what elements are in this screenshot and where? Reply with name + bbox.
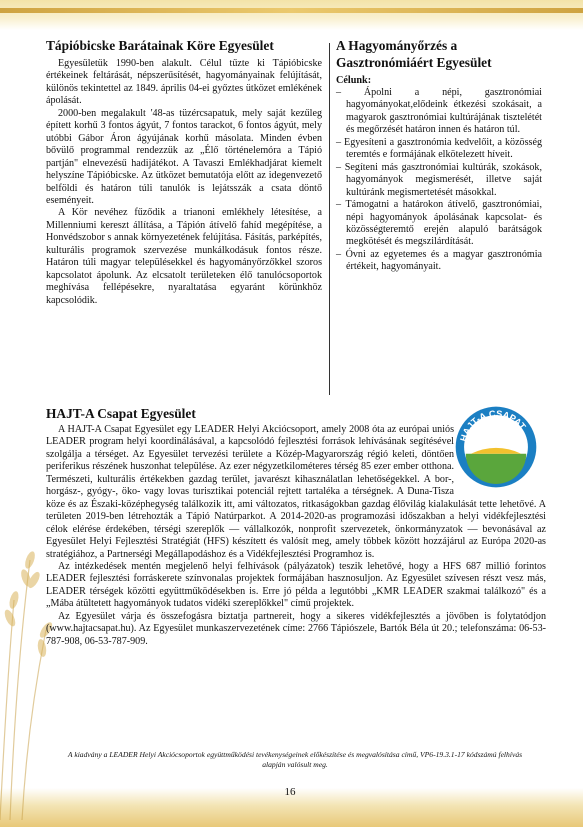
hajta-title: HAJT-A Csapat Egyesület <box>46 406 196 421</box>
right-article-title: A Hagyományőrzés a Gasztronómiáért Egyesület <box>336 38 492 70</box>
goal-item: – Ápolni a népi, gasztronómiai hagyományokat,elődeink étkezési szokásait, a magyarok gasztronómiai kultúrájának tisztelétét és megőrzését határon innen és határon túl. <box>336 87 542 136</box>
logo-text: HAJT-A CSAPAT <box>458 408 528 443</box>
goal-item: – Segíteni más gasztronómiai kultúrák, szokások, hagyományok megismerését, illetve saját kultúránk megismertetését másokkal. <box>336 161 542 198</box>
page-number: 16 <box>284 786 296 798</box>
left-paragraph: Egyesületük 1990-ben alakult. Célul tűzte ki Tápióbicske értékeinek feltárását, népszerűsítését, hagyományainak felújítását, különös tekintettel az 1849. április 04-ei győztes ütközet emlékének ápolását. <box>46 58 322 107</box>
hajta-paragraph: Az Egyesület várja és összefogásra biztatja partnereit, hogy a sikeres vidékfejlesztés a jövőben is folytatódjon (www.hajtacsapat.hu). Az Egyesület munkaszervezetének címe: 2766 Tápiószele, Bartók Béla út 20.; telefonszáma: 06-53-787-908, 06-53-787-909. <box>46 610 546 647</box>
top-decorative-band <box>0 0 583 30</box>
goals-label: Célunk: <box>336 75 372 86</box>
page-content <box>46 37 546 647</box>
two-column-section <box>46 37 546 395</box>
goal-item: – Egyesíteni a gasztronómia kedvelőit, a közösség teremtés e formájának elkötelezett híveit. <box>336 136 542 161</box>
left-article-title: Tápióbicske Barátainak Köre Egyesület <box>46 38 274 53</box>
left-column <box>46 37 322 307</box>
goal-item: – Óvni az egyetemes és a magyar gasztronómia értékeit, hagyományait. <box>336 248 542 273</box>
footer-funding-note: A kiadvány a LEADER Helyi Akciócsoportok együttműködési tevékenységeinek előkészítése és megvalósítása című, VP6-19.3.1-17 kódszámú felhívás alapján valósult meg. <box>67 750 523 769</box>
hajta-paragraph: Az intézkedések mentén megjelenő helyi felhívások (pályázatok) teszik lehetővé, hogy a HFS 687 millió forintos LEADER fejlesztési forráskerete színvonalas projektek formájában hasznosuljon. Az Egyesület szívesen részt vesz más, LEADER térségek közötti együttműködésekben is. Erre jó példa a legutóbbi „KMR LEADER szakmai találkozó" és a „Mába átültetett hagyományok tudatos vidéki szereplőkkel" című projektek. <box>46 560 546 610</box>
hajta-csapat-logo <box>454 405 538 489</box>
goal-item: – Támogatni a határokon átívelő, gasztronómiai, népi hagyományok ápolásának kapcsolat- és közösségteremtő erején alapuló barátságok megkötését és megszilárdítását. <box>336 199 543 248</box>
hajta-section <box>46 405 546 648</box>
hajta-paragraph: A HAJT-A Csapat Egyesület egy LEADER Helyi Akciócsoport, amely 2008 óta az európai uniós LEADER program helyi koordinálásával, a kapcsolódó fejlesztési források lehívásának segítésével szolgálja a térséget. Az Egyesület tervezési területe a Közép-Magyarország régió keleti, döntően periferikus részének huszonhat települése. Az ezer négyzetkilométeres térség 85 ezer ember otthona. Természeti, kulturális értékekben gazdag terület, javarészt kihasználatlan lehetőségekkel. A bor-, horgász-, gyógy-, öko- vagy lovas turisztikai potenciál rejtett tartaléka a térségnek. A Duna-Tisza köze és az Északi-középhegység találkozik itt, ami változatos, ritkaságokban gazdag élővilág kialakulását tette lehetővé. A területen 2019-ben létrehozták a Tápió Natúrparkot. A 2014-2020-as programozási időszakban a helyi vidékfejlesztési célok elérése érdekében, térségi szereplők — vállalkozók, nonprofit szervezetek, önkormányzatok — bevonásával az Egyesület Helyi Fejlesztési Stratégiát (HFS) készített és valósít meg, amely többek között hozzájárul az Európa 2020-as stratégiához, a Partnerségi Megállapodáshoz és a Vidékfejlesztési Programhoz is. <box>46 424 546 560</box>
goals-list <box>336 87 542 274</box>
column-divider <box>329 43 330 395</box>
right-column <box>336 37 542 274</box>
gold-stripe <box>0 8 583 13</box>
left-paragraph: 2000-ben megalakult '48-as tüzércsapatuk, mely saját kezűleg épített korhű 3 fontos ágyút, 7 fontos tarackot, 6 fontos ágyút, mely utóbbi Gábor Áron ágyújának korhű másolata. Minden évben bővülő programmal rendezzük az „Élő történelemóra a Tápió partján" elnevezésű hadijátékot. A Tavaszi Emlékhadjárat kiemelt helyszíne Tápióbicske. Az ütközet bemutatója előtt az idegenvezető belföldi és határon túli tanulók is lejátsszák a csata döntő eseményeit. <box>46 107 322 206</box>
left-paragraph: A Kör nevéhez fűződik a trianoni emlékhely létesítése, a Millenniumi kereszt állítása, a Tápión átívelő fahíd megépítése, a Honvédszobor s annak környezetének felújítása. Fásítás, parképítés, kulturális programok szervezése munkálkodásuk fontos része. Határon túli magyar településekkel és hagyományőrzőkkel szoros kapcsolatot ápolunk. Az elcsatolt területeken élő tanulócsoportok meghívása fellépésekre, nyaraltatása egyaránt körünkhöz kapcsolódik. <box>46 207 322 306</box>
